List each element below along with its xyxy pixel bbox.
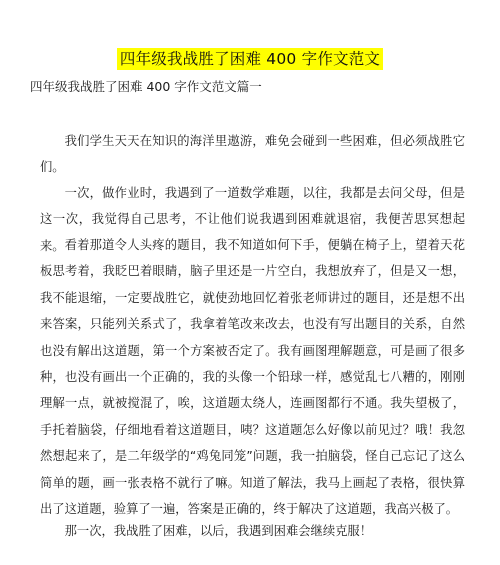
document-title: 四年级我战胜了困难 400 字作文范文 — [117, 48, 383, 70]
paragraph-intro: 我们学生天天在知识的海洋里遨游，难免会碰到一些困难，但必须战胜它们。 — [40, 134, 465, 175]
paragraph-problem: 一次，做作业时，我遇到了一道数学难题，以往，我都是去问父母，但是这一次，我觉得自己思考，不让他们说我遇到困难就退宿，我便苦思冥想起来。 — [40, 186, 465, 253]
paragraph-conclusion: 那一次，我战胜了困难，以后，我遇到困难会继续克服！ — [64, 524, 373, 538]
paragraph-solving: 看着那道令人头疼的题目，我不知道如何下手，便躺在椅子上，望着天花板思考着，我眨巴着眼睛，脑子里还是一片空白，我想放弃了，但是又一想，我不能退缩，一定要战胜它，就使劲地回忆着张老师讲过的题目，还是想不出来答案，只能列关系式了，我拿着笔改来改去，也没有写出题目的关系，自然也没有解出这道题，第一个方案被否定了。我有画图理解题意，可是画了很多种，也没有画出一个正确的，我的头像一个铅球一样，感觉乱七八糟的，刚刚理解一点，就被搅混了，唉，这道题太绕人，连画图都行不通。我失望极了，手托着脑袋，仔细地看着这道题目，咦？这道题怎么好像以前见过？哦！我忽然想起来了，是二年级学的“鸡兔同笼”问题，我一拍脑袋，怪自己忘记了这么简单的题，画一张表格不就行了嘛。知道了解法，我马上画起了表格，很快算出了这道题，验算了一遍，答案是正确的，终于解决了这道题，我高兴极了。 — [40, 238, 465, 517]
document-subtitle: 四年级我战胜了困难 400 字作文范文篇一 — [30, 79, 262, 94]
title-container — [0, 48, 500, 70]
